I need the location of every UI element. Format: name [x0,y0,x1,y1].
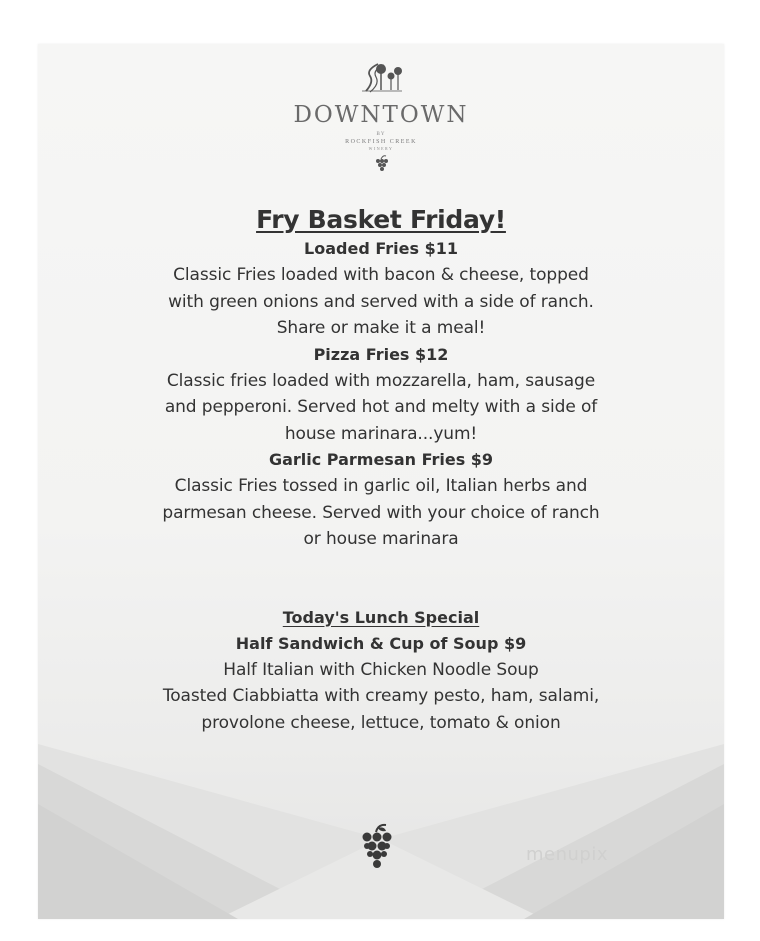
menu-content [38,204,724,736]
trees-icon [356,58,406,94]
logo-winery: WINERY [368,146,394,151]
garlic-fries-desc-1: Classic Fries tossed in garlic oil, Italian herbs and [174,476,588,496]
section-spacer [38,553,724,605]
grape-icon-bottom [360,822,394,872]
lunch-special-title: Half Sandwich & Cup of Soup $9 [235,633,527,653]
loaded-fries-desc-2: with green onions and served with a side of ranch. [168,291,594,312]
lunch-special-desc-2: Toasted Ciabbiatta with creamy pesto, ham, salami, [162,686,600,706]
grape-icon [374,155,388,173]
garlic-fries-desc-2: parmesan cheese. Served with your choice of ranch [162,502,600,523]
menu-page [38,44,724,919]
logo-by: BY [376,132,386,137]
logo-title: DOWNTOWN [293,102,469,128]
garlic-fries-title: Garlic Parmesan Fries $9 [268,450,494,469]
logo-subtitle: ROCKFISH CREEK [345,139,417,145]
fry-basket-heading: Fry Basket Friday! [256,205,506,234]
lunch-special-desc-1: Half Italian with Chicken Noodle Soup [223,659,539,680]
pizza-fries-desc-1: Classic fries loaded with mozzarella, ham, sausage [166,370,596,391]
logo [38,58,724,173]
pizza-fries-title: Pizza Fries $12 [313,344,449,364]
pizza-fries-desc-3: house marinara...yum! [284,423,478,444]
lunch-special-heading: Today's Lunch Special [282,607,480,627]
garlic-fries-desc-3: or house marinara [303,529,459,549]
loaded-fries-desc-1: Classic Fries loaded with bacon & cheese, topped [173,265,589,285]
loaded-fries-desc-3: Share or make it a meal! [276,318,486,338]
watermark: menupix [526,844,609,865]
lunch-special-desc-3: provolone cheese, lettuce, tomato & onion [201,712,561,733]
loaded-fries-title: Loaded Fries $11 [304,239,458,258]
pizza-fries-desc-2: and pepperoni. Served hot and melty with a side of [164,397,598,417]
